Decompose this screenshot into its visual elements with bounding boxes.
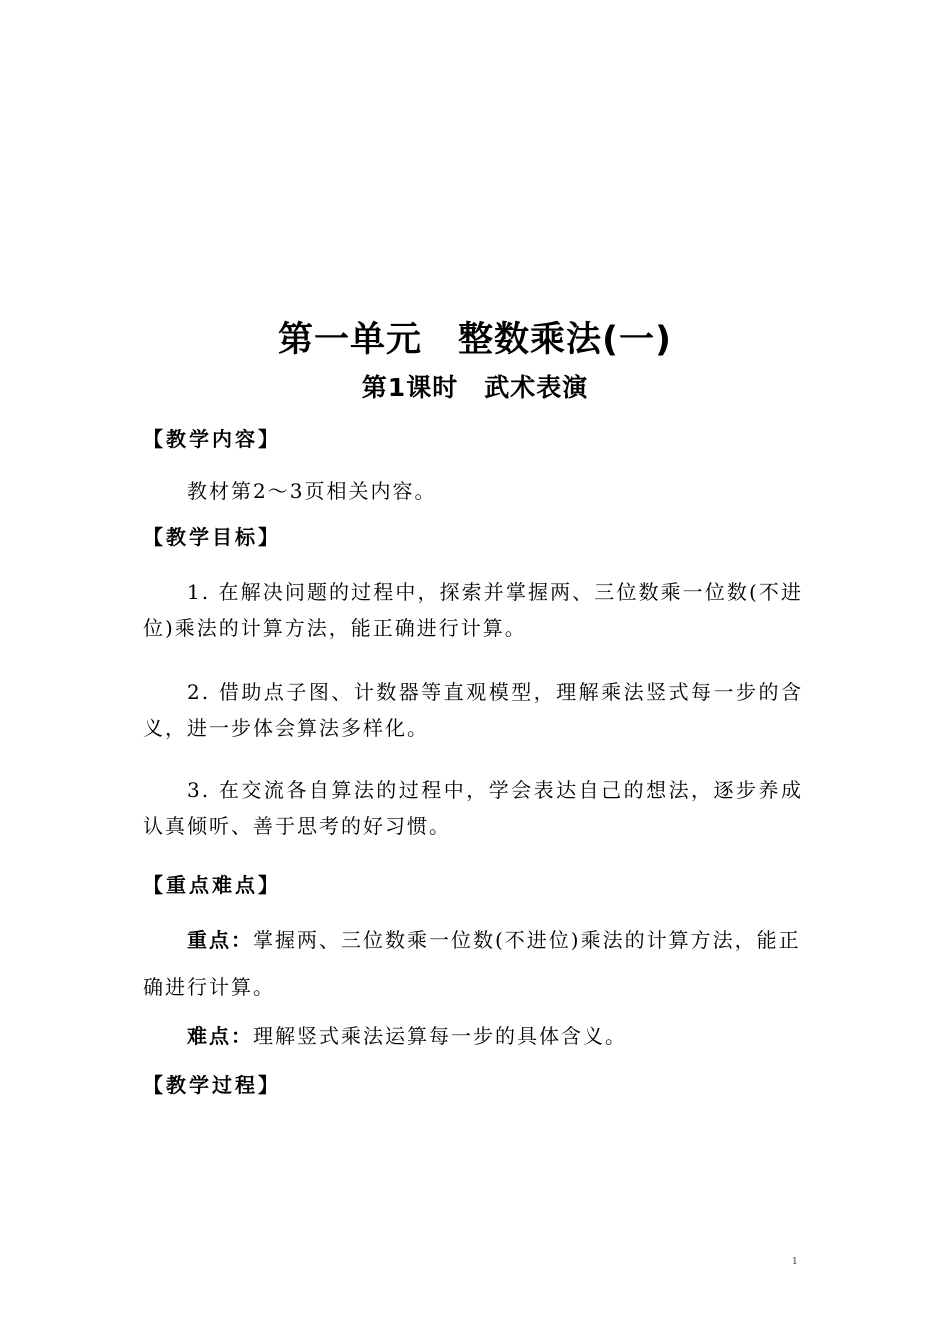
goal-item-3: 3. 在交流各自算法的过程中，学会表达自己的想法，逐步养成认真倾听、善于思考的好习惯。: [143, 778, 803, 838]
difficulty-line: [187, 1021, 627, 1051]
page-number: 1: [792, 1257, 798, 1267]
unit-title: 第一单元 整数乘法(一): [278, 320, 672, 360]
section-heading-process: 【教学过程】: [143, 1073, 281, 1097]
lesson-subtitle: 第1课时 武术表演: [361, 373, 589, 402]
content-text: 教材第2～3页相关内容。: [187, 479, 437, 503]
section-heading-content: 【教学内容】: [143, 427, 281, 451]
focus-text: 掌握两、三位数乘一位数(不进位)乘法的计算方法，能正: [253, 928, 801, 952]
focus-label: 重点：: [187, 928, 253, 952]
section-heading-goals: 【教学目标】: [143, 525, 281, 549]
focus-text-continued: 确进行计算。: [143, 975, 275, 999]
section-heading-key-points: 【重点难点】: [143, 873, 281, 897]
difficulty-label: 难点：: [187, 1024, 253, 1048]
goal-item-1: 1. 在解决问题的过程中，探索并掌握两、三位数乘一位数(不进位)乘法的计算方法，能正确进行计算。: [143, 580, 803, 640]
difficulty-text: 理解竖式乘法运算每一步的具体含义。: [253, 1024, 627, 1048]
focus-line: [187, 925, 801, 955]
goal-item-2: 2. 借助点子图、计数器等直观模型，理解乘法竖式每一步的含义，进一步体会算法多样化。: [143, 680, 803, 740]
